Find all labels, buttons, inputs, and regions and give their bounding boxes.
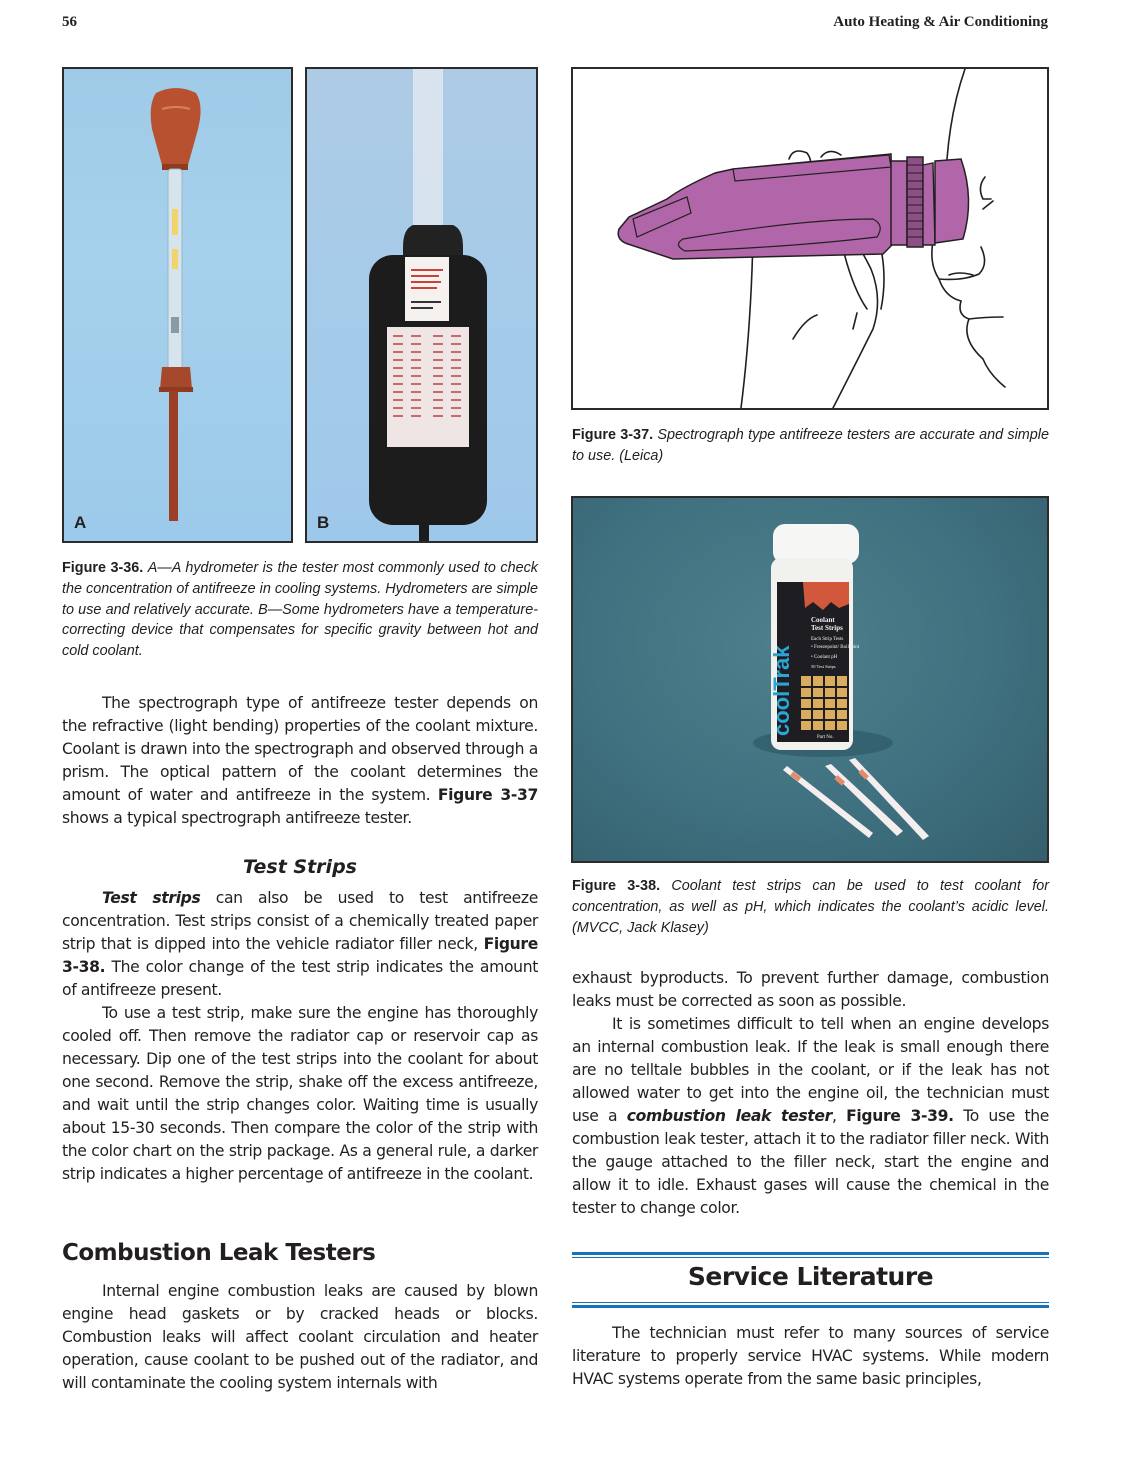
separator: , [831, 1107, 847, 1125]
face-mouth [939, 279, 1003, 319]
paragraph-test-strips-1 [62, 887, 538, 1002]
paragraph-text: shows a typical spectrograph antifreeze tester. [62, 809, 412, 827]
figure-3-38-label: Figure 3-38. [572, 878, 661, 894]
test-strip-bottle-photo [573, 498, 1047, 861]
paragraph-text: The color change of the test strip indicates the amount of antifreeze present. [62, 958, 538, 999]
figure-reference: Figure 3-37 [437, 786, 538, 804]
refractometer-illustration [573, 69, 1047, 408]
bottle-label-line: • Freezepoint/ Boilpoint [811, 645, 860, 650]
figure-reference: Figure 3-38. [62, 935, 538, 976]
figure-3-36-label: Figure 3-36. [62, 560, 144, 576]
focus-ring [907, 157, 923, 247]
section-combustion-continued [572, 967, 1049, 1220]
figure-3-37-label: Figure 3-37. [572, 427, 654, 443]
bottle-label-line: Test Strips [811, 624, 843, 632]
bottle-label-line: • Coolant pH [811, 655, 838, 660]
bottle-brand: coolTrak [769, 645, 794, 736]
color-chart [801, 676, 847, 730]
heading-rule-top [572, 1252, 1049, 1258]
section-test-strips [62, 887, 538, 1186]
paragraph-combustion-1 [62, 1280, 538, 1395]
bottom-hose [419, 521, 429, 541]
figure-3-37-image [571, 67, 1049, 410]
figure-3-38-caption [572, 876, 1049, 938]
figure-3-37-text: Spectrograph type antifreeze testers are accurate and simple to use. (Leica) [572, 427, 1050, 464]
key-term: combustion leak tester [626, 1107, 832, 1125]
test-strips [783, 758, 929, 840]
figure-3-37-caption [572, 425, 1049, 467]
paragraph-service-literature [572, 1322, 1049, 1391]
paragraph-text: The spectrograph type of antifreeze tester depends on the refractive (light bending) properties of the coolant mixture. Coolant is drawn into the spectrograph and observed through a prism. The optical pattern of the coolant determines the amount of water and antifreeze in the system. [62, 694, 538, 804]
paragraph-test-strips-2: To use a test strip, make sure the engine has thoroughly cooled off. Then remove the radiator cap or reservoir cap as necessary. Dip one of the test strips into the coolant for about one second. Remove the strip, shake off the excess antifreeze, and wait until the strip changes color. Waiting time is usually about 15-30 seconds. Then compare the color of the strip with the color chart on the strip package. As a general rule, a darker strip indicates a higher percentage of antifreeze in the coolant. [62, 1004, 538, 1183]
hand-palm [741, 237, 753, 408]
bottle-label-line: 50 Test Strips [811, 664, 836, 669]
figure-3-36-text: A—A hydrometer is the tester most commonly used to check the concentration of antifreeze in cooling systems. Hydrometers are simple to use and relatively accurate. B—Some hydrometers have a temperature-correcting device that compensates for specific gravity between hot and cold coolant. [62, 560, 539, 660]
subheading-test-strips: Test Strips [243, 856, 357, 878]
paragraph-combustion-1-cont: exhaust byproducts. To prevent further damage, combustion leaks must be corrected as soon as possible. [572, 969, 1049, 1010]
face-chin [967, 319, 1005, 387]
heading-service-literature: Service Literature [687, 1262, 934, 1291]
running-header-title: Auto Heating & Air Conditioning [833, 14, 1048, 30]
refractometer-body [618, 154, 968, 259]
key-term: Test strips [102, 889, 201, 907]
heading-combustion-leak-testers: Combustion Leak Testers [62, 1240, 376, 1266]
bottle-part-number: Part No. [817, 735, 834, 740]
paragraph-text: To use the combustion leak tester, attach it to the radiator filler neck. With the gauge attached to the filler neck, start the engine and allow it to idle. Exhaust gases will cause the chemical in the tester to change color. [572, 1107, 1050, 1217]
hydrometer-illustration [64, 69, 291, 541]
face-forehead [947, 69, 965, 159]
paragraph-text: The technician must refer to many sources of service literature to properly service HVAC systems. While modern HVAC systems operate from the same basic principles, [572, 1324, 1049, 1388]
paragraph-text: can also be used to test antifreeze concentration. Test strips consist of a chemically treated paper strip that is dipped into the vehicle radiator filler neck, [62, 889, 538, 953]
figure-3-38-text: Coolant test strips can be used to test coolant for concentration, as well as pH, which indicates the coolant’s acidic level. (MVCC, Jack Klasey) [572, 878, 1049, 936]
panel-label-a: A [74, 513, 87, 532]
suction-hose [169, 391, 178, 521]
eyepiece [935, 159, 969, 243]
paragraph-combustion-2 [572, 1013, 1049, 1220]
page-number: 56 [62, 14, 77, 30]
figure-3-38-image [571, 496, 1049, 863]
figure-3-36-panel-a [62, 67, 293, 543]
heading-rule-bottom [572, 1302, 1049, 1308]
panel-label-b: B [317, 513, 330, 532]
figure-3-36-panel-b [305, 67, 538, 543]
bottle-label-line: Coolant [811, 616, 835, 624]
figure-reference: Figure 3-39. [846, 1107, 954, 1125]
rubber-bulb [151, 88, 201, 165]
clear-tube [413, 69, 443, 231]
paragraph-spectrograph [62, 692, 538, 830]
figure-3-36-caption [62, 558, 538, 662]
temperature-hydrometer-illustration [307, 69, 536, 541]
bottle-label-line: Each Strip Tests [811, 637, 844, 642]
rubber-stopper [160, 367, 192, 389]
paragraph-text: Internal engine combustion leaks are caused by blown engine head gaskets or by cracked heads or blocks. Combustion leaks will affect coolant circulation and heater operation, cause coolant to be pushed out of the radiator, and will contaminate the cooling system internals with [62, 1282, 538, 1392]
paragraph-text: It is sometimes difficult to tell when an engine develops an internal combustion leak. If the leak is small enough there are no telltale bubbles in the coolant, or if the leak has not allowed water to get into the engine oil, the technician must use a [572, 1015, 1049, 1125]
